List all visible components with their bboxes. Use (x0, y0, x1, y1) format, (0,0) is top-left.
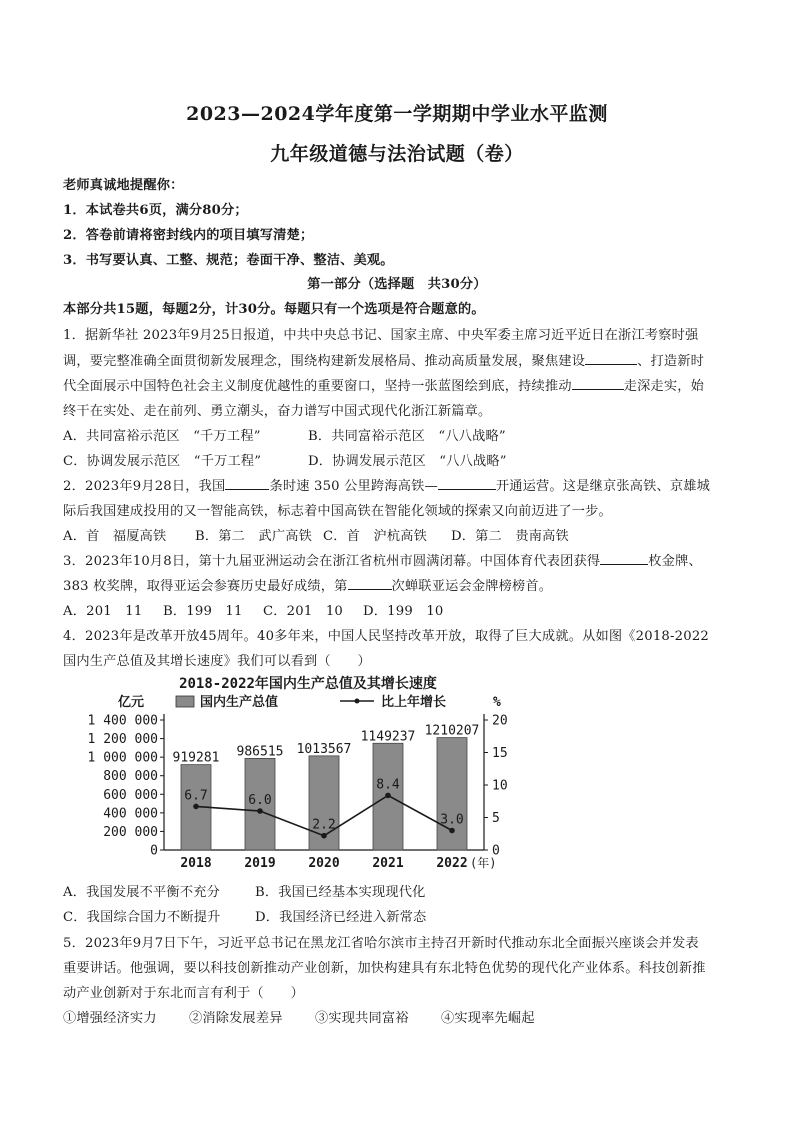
growth-point (385, 793, 391, 799)
q3-option-d[interactable]: D．199 10 (363, 604, 444, 619)
q5-line: 动产业创新对于东北而言有利于（ ） (63, 986, 304, 1001)
q5-option-2[interactable]: ②消除发展差异 (189, 1011, 283, 1026)
q5-option-3[interactable]: ③实现共同富裕 (315, 1011, 409, 1026)
x-tick-label: 2022 (436, 856, 468, 871)
notice-item: 3．书写要认真、工整、规范；卷面干净、整洁、美观。 (63, 253, 394, 268)
y-left-tick-label: 200 000 (103, 824, 158, 840)
q1-text: 调，要完整准确全面贯彻新发展理念，围绕构建新发展格局、推动高质量发展，聚焦建设 (63, 354, 586, 369)
q1-text: 代全面展示中国特色社会主义制度优越性的重要窗口，坚持一张蓝图绘到底，持续推动 (63, 379, 572, 394)
growth-point-label: 3.0 (440, 812, 464, 828)
gdp-bar-label: 986515 (236, 744, 284, 760)
exam-title: 2023—2024学年度第一学期期中学业水平监测 (186, 103, 608, 125)
y-left-tick-label: 800 000 (103, 769, 158, 785)
q3-text: 枚金牌、 (648, 554, 702, 569)
q5-line: 5．2023年9月7日下午，习近平总书记在黑龙江省哈尔滨市主持召开新时代推动东北全面振兴座谈会并发表 (63, 936, 699, 951)
q3-option-a[interactable]: A．201 11 (63, 604, 143, 619)
answer-blank (348, 578, 392, 590)
growth-point (321, 833, 327, 839)
q2-line: 际后我国建成投用的又一智能高铁，标志着中国高铁在智能化领域的探索又向前迈进了一步。 (63, 504, 612, 519)
answer-blank (600, 553, 648, 565)
q3-line (63, 575, 743, 594)
q5-options-row (63, 1007, 743, 1026)
x-tick-label: 2021 (372, 856, 404, 871)
y-left-label: 亿元 (118, 695, 145, 710)
y-right-tick-label: 5 (492, 811, 500, 826)
q4-option-d[interactable]: D．我国经济已经进入新常态 (255, 910, 427, 925)
chart-title: 2018-2022年国内生产总值及其增长速度 (179, 676, 437, 692)
exam-subtitle: 九年级道德与法治试题（卷） (270, 143, 524, 165)
part1-instruction: 本部分共15题，每题2分，计30分。每题只有一个选项是符合题意的。 (63, 302, 485, 317)
answer-blank (225, 478, 269, 490)
y-left-tick-label: 1 200 000 (87, 732, 158, 748)
growth-point-label: 2.2 (312, 817, 336, 833)
q4-option-b[interactable]: B．我国已经基本实现现代化 (255, 885, 426, 900)
y-left-tick-label: 0 (150, 843, 158, 859)
notice-heading: 老师真诚地提醒你： (63, 178, 184, 193)
y-left-tick-label: 1 400 000 (87, 713, 158, 729)
q1-line: 1．据新华社 2023年9月25日报道，中共中央总书记、国家主席、中央军委主席习近平近日在浙江考察时强 (63, 328, 699, 343)
q1-options-row (63, 450, 743, 469)
growth-point (257, 808, 263, 814)
growth-point-label: 6.7 (184, 788, 208, 804)
q2-text: 2．2023年9月28日，我国 (63, 479, 226, 494)
q1-text: 、打造新时 (637, 354, 705, 369)
legend-line-label: 比上年增长 (381, 695, 447, 710)
gdp-bar-label: 919281 (172, 750, 220, 766)
q3-text: 3．2023年10月8日，第十九届亚洲运动会在浙江省杭州市圆满闭幕。中国体育代表团获得 (63, 554, 601, 569)
gdp-bar-label: 1149237 (360, 729, 416, 745)
y-left-tick-label: 600 000 (103, 787, 158, 803)
q4-options-row (63, 881, 743, 900)
q2-line (63, 475, 743, 494)
growth-point (193, 804, 199, 810)
y-left-tick-label: 1 000 000 (87, 750, 158, 766)
q2-text: 条时速 350 公里跨海高铁— (269, 479, 438, 494)
q1-option-a[interactable]: A．共同富裕示范区 “千万工程” (63, 429, 261, 444)
q5-option-4[interactable]: ④实现率先崛起 (441, 1011, 535, 1026)
q1-line (63, 375, 743, 394)
q3-text: 383 枚奖牌，取得亚运会参赛历史最好成绩，第 (63, 579, 348, 594)
q1-option-c[interactable]: C．协调发展示范区 “千万工程” (63, 454, 262, 469)
growth-point-label: 8.4 (376, 777, 400, 793)
q4-option-c[interactable]: C．我国综合国力不断提升 (63, 910, 221, 925)
y-right-tick-label: 0 (492, 843, 500, 859)
legend-bar-label: 国内生产总值 (200, 695, 279, 710)
x-tick-label: 2019 (244, 856, 276, 871)
y-right-tick-label: 15 (492, 746, 508, 761)
q4-line: 4．2023年是改革开放45周年。40多年来，中国人民坚持改革开放，取得了巨大成就。从如图《2018-2022 (63, 629, 710, 644)
x-tick-label: 2020 (308, 856, 340, 871)
q1-text: 走深走实，始 (623, 379, 705, 394)
answer-blank (438, 478, 496, 490)
q2-option-d[interactable]: D．第二 贵南高铁 (451, 529, 569, 544)
legend-bar-swatch (176, 696, 194, 707)
q5-option-1[interactable]: ①增强经济实力 (63, 1011, 157, 1026)
q5-line: 重要讲话。他强调，要以科技创新推动产业创新，加快构建具有东北特色优势的现代化产业体系。科技创新推 (63, 961, 706, 976)
q3-text: 次蝉联亚运会金牌榜榜首。 (391, 579, 553, 594)
x-tick-label: 2018 (180, 856, 212, 871)
q3-option-b[interactable]: B．199 11 (163, 604, 243, 619)
growth-point-label: 6.0 (248, 793, 272, 808)
q2-option-b[interactable]: B．第二 武广高铁 (195, 529, 312, 544)
legend-line-marker (355, 699, 360, 704)
answer-blank (585, 353, 637, 365)
q1-option-d[interactable]: D．协调发展示范区 “八八战略” (308, 454, 507, 469)
q1-options-row (63, 425, 743, 444)
y-left-tick-label: 400 000 (103, 806, 158, 822)
q2-text: 开通运营。这是继京张高铁、京雄城 (495, 479, 711, 494)
q1-line (63, 350, 743, 369)
q4-options-row (63, 906, 743, 925)
y-right-label: % (493, 695, 501, 710)
notice-item: 1．本试卷共6页，满分80分； (63, 203, 248, 218)
answer-blank (572, 378, 624, 390)
q2-option-c[interactable]: C．首 沪杭高铁 (323, 529, 428, 544)
q1-option-b[interactable]: B．共同富裕示范区 “八八战略” (308, 429, 506, 444)
q4-option-a[interactable]: A．我国发展不平衡不充分 (63, 885, 220, 900)
notice-item: 2．答卷前请将密封线内的项目填写清楚； (63, 228, 314, 243)
gdp-chart (78, 668, 518, 880)
growth-point (449, 828, 455, 834)
q3-line (63, 550, 743, 569)
gdp-bar-label: 1210207 (424, 723, 480, 739)
part1-title: 第一部分（选择题 共30分） (307, 277, 487, 292)
q2-options-row (63, 525, 743, 544)
q3-option-c[interactable]: C．201 10 (263, 604, 344, 619)
x-axis-unit: (年) (470, 856, 497, 870)
y-right-tick-label: 20 (492, 713, 508, 729)
q3-options-row (63, 600, 743, 619)
q1-line: 终干在实处、走在前列、勇立潮头，奋力谱写中国式现代化浙江新篇章。 (63, 404, 492, 419)
y-right-tick-label: 10 (492, 778, 508, 794)
q2-option-a[interactable]: A．首 福厦高铁 (63, 529, 167, 544)
gdp-bar-label: 1013567 (296, 741, 352, 757)
q4-line: 国内生产总值及其增长速度》我们可以看到（ ） (63, 654, 371, 669)
